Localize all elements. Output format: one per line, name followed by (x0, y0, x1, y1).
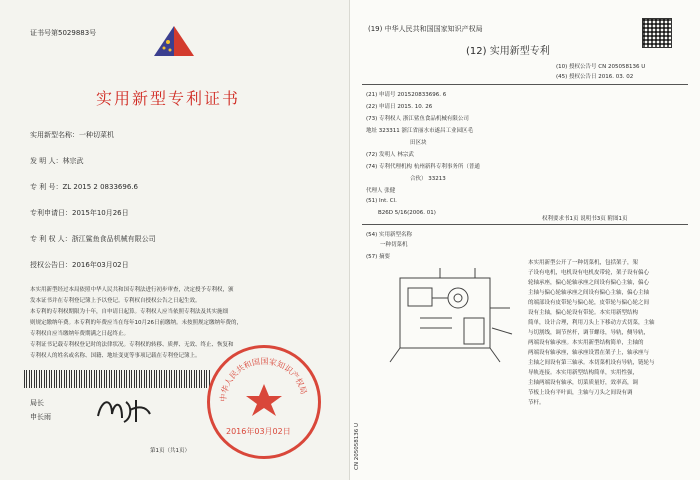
grant-number: (10) 授权公告号 CN 205058136 U (556, 64, 646, 70)
issuing-office: (19) 中华人民共和国国家知识产权局 (368, 25, 483, 33)
side-publication-code: CN 205058136 U (354, 423, 360, 470)
director-name: 申长雨 (30, 413, 51, 421)
page-footer: 第1页（共1页） (150, 448, 190, 454)
director-signature (92, 392, 156, 428)
mid-rule (362, 224, 688, 225)
field-utility-model-name: 实用新型名称：一种切菜机 (30, 131, 114, 139)
patent-publication-page (350, 0, 700, 480)
page-counts: 权利要求书1页 说明书3页 附图1页 (542, 216, 628, 222)
field-inventor: 发 明 人：林宗武 (30, 157, 84, 165)
cnipa-logo (148, 20, 200, 62)
abstract-label: (57) 摘要 (366, 254, 391, 260)
patent-drawing (380, 258, 520, 368)
director-label: 局长 (30, 399, 44, 407)
field-grant-date: 授权公告日：2016年03月02日 (30, 261, 129, 269)
document-type: (12) 实用新型专利 (466, 46, 550, 57)
abstract-text: 本实用新型公开了一种切菜机，包括架子，架 子设有电机，电机设有电机皮带轮，架子设有偏心 轮轴承座，偏心轮轴承座之间设有偏心主轴，偏心 主轴与偏心轮轴承座之间设有偏心主轴，偏心主轴 的端部设有皮带轮与偏心轮，皮带轮与偏心轮之间 设有主轴，偏心轮设有带轮。本实用新型结构 简单，设计合理，利用刀头上下移动方式切菜，主轴 与切割线，调节丝杆，调节螺母，导轨，侧导轨， 两端设有轴承座。本实用新型结构简单，主轴的 两端设有轴承座，轴承座设置在架子上，轴承座与 主轴之间设有第三轴承。本切菜机设有导轨，链轮与 导轨连接。本实用新型结构简单，实用性强， 主轴两端设有轴承，切菜质量好，效率高，调 节板上设有平叶面，主轴与刀头之间设有调 节杆。 (528, 260, 655, 406)
header-rule (362, 84, 688, 85)
title-label: (54) 实用新型名称 (366, 232, 413, 238)
certificate-body: 本实用新型经过本局依照中华人民共和国专利法进行初步审查，决定授予专利权，颁 发本证书并在专利登记簿上予以登记。专利权自授权公告之日起生效。 本专利的专利权期限为十年，自申请日起算。专利权人应当依照专利法及其实施细 则规定缴纳年费。本专利的年费应当在每年10月26日前缴纳。未按照规定缴纳年费的， 专利权自应当缴纳年费期满之日起终止。 专利证书记载专利权登记时的法律状况。专利权的转移、质押、无效、终止、恢复和 专利权人的姓名或名称、国籍、地址变更等事项记载在专利登记簿上。 (30, 287, 242, 359)
title-value: 一种切菜机 (380, 242, 408, 248)
qr-code (642, 18, 672, 48)
certificate-fields (30, 130, 320, 286)
certificate-barcode (24, 370, 210, 388)
grant-date: (45) 授权公告日 2016. 03. 02 (556, 74, 634, 80)
certificate-number: 证书号第5029883号 (30, 29, 97, 37)
svg-text:中华人民共和国国家知识产权局: 中华人民共和国国家知识产权局 (218, 356, 309, 403)
field-patent-number: 专 利 号：ZL 2015 2 0833696.6 (30, 183, 138, 191)
official-seal (207, 345, 321, 459)
field-patentee: 专 利 权 人：浙江鲨鱼食品机械有限公司 (30, 235, 156, 243)
bibliographic-data: (21) 申请号 201520833696. 6 (22) 申请日 2015. 10. 26 (73) 专利权人 浙江鲨鱼食品机械有限公司 地址 323311 浙江省丽水市遂昌工业园区毛 田区块 (72) 发明人 林宗武 (74) 专利代理机构 杭州新科专利事务所（普通 合伙） 33213 代理人 张健 (51) Int. Cl. B26D 5/16(2006. 01) (366, 92, 480, 216)
seal-date: 2016年03月02日 (226, 427, 291, 436)
field-application-date: 专利申请日：2015年10月26日 (30, 209, 129, 217)
certificate-title: 实用新型专利证书 (96, 89, 241, 108)
